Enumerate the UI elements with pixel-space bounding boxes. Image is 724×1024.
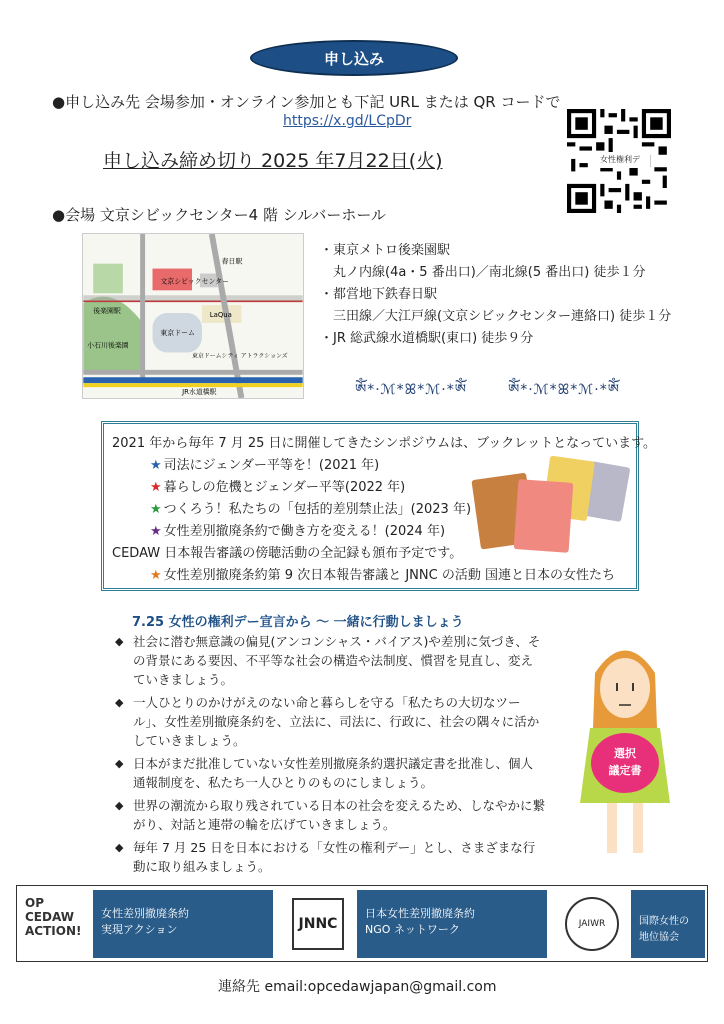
cedaw-record-line: CEDAW 日本報告審議の傍聴活動の全記録も頒布予定です。	[112, 546, 463, 561]
map-label-garden: 小石川後楽園	[87, 341, 129, 350]
org2-name: 日本女性差別撤廃条約 NGO ネットワーク	[357, 890, 547, 958]
booklet-item: ★ 女性差別撤廃条約で働き方を変える！(2024 年)	[150, 524, 446, 539]
application-line: ●申し込み先 会場参加・オンライン参加とも下記 URL または QR コードで	[52, 93, 561, 111]
application-deadline: 申し込み締め切り 2025 年7月22日(火)	[103, 150, 443, 172]
access-line: 丸ノ内線(4a・5 番出口)／南北線(5 番出口) 徒歩１分	[320, 265, 646, 280]
op-cedaw-logo: OP CEDAW ACTION!	[21, 890, 89, 958]
star-icon: ★	[150, 502, 162, 517]
booklet-item: ★ 司法にジェンダー平等を！(2021 年)	[150, 458, 380, 473]
map-label-dome: 東京ドーム	[160, 328, 195, 337]
sign-text: 議定書	[608, 764, 642, 777]
star-icon: ★	[150, 480, 162, 495]
ornament-divider: ༀ*·ℳ*ꕤ*ℳ·*ༀ	[508, 382, 620, 398]
map-label-korakuen: 後楽園駅	[93, 307, 121, 316]
application-url-link[interactable]: https://x.gd/LCpDr	[283, 113, 412, 129]
booklet-item: ★ 暮らしの危機とジェンダー平等(2022 年)	[150, 480, 406, 495]
map-label-attraction: 東京ドームシティ アトラクションズ	[192, 353, 288, 360]
diamond-icon: ◆	[115, 757, 124, 770]
diamond-icon: ◆	[115, 635, 124, 648]
diamond-icon: ◆	[115, 696, 124, 709]
org1-name: 女性差別撤廃条約 実現アクション	[93, 890, 273, 958]
qr-label: 女性権利デ	[590, 152, 650, 168]
footer-banner	[16, 885, 708, 962]
map-label-civic: 文京シビックセンター	[160, 277, 229, 286]
list-item: ◆ 一人ひとりのかけがえのない命と暮らしを守る「私たちの大切なツール」、女性差別撤廃条約を、立法に、司法に、行政に、社会の隅々に活かしていきましょう。	[115, 695, 540, 748]
access-line: ・東京メトロ後楽園駅	[320, 243, 451, 258]
org3-name: 国際女性の地位協会	[631, 890, 705, 958]
map-label-laqua: LaQua	[209, 310, 232, 319]
diamond-icon: ◆	[115, 841, 124, 854]
section-title-pill: 申し込み	[250, 40, 458, 76]
declaration-subtitle: 7.25 女性の権利デー宣言から ～ 一緒に行動しましょう	[132, 615, 464, 630]
booklets-image	[466, 456, 636, 556]
map-label-jr: JR水道橋駅	[182, 388, 217, 397]
list-item: ◆ 毎年 7 月 25 日を日本における「女性の権利デー」とし、さまざまな行動に取り組みましょう。	[115, 840, 536, 874]
contact-email[interactable]: 連絡先 email:opcedawjapan@gmail.com	[218, 979, 497, 995]
booklets-intro: 2021 年から毎年 7 月 25 日に開催してきたシンポジウムは、ブックレットとなっています。	[112, 436, 657, 451]
list-item: ◆ 日本がまだ批准していない女性差別撤廃条約選択議定書を批准し、個人通報制度を、私たち一人ひとりのものにしましょう。	[115, 756, 534, 790]
star-icon: ★	[150, 524, 162, 539]
jaiwr-logo: JAIWR	[557, 890, 627, 958]
access-line: 三田線／大江戸線(文京シビックセンター連絡口) 徒歩１分	[320, 309, 672, 324]
diamond-icon: ◆	[115, 799, 124, 812]
ornament-divider: ༀ*·ℳ*ꕤ*ℳ·*ༀ	[355, 382, 467, 398]
booklet-item: ★ つくろう！私たちの「包括的差別禁止法」(2023 年)	[150, 502, 472, 517]
booklets-box	[101, 421, 657, 591]
access-line: ・都営地下鉄春日駅	[320, 287, 438, 302]
booklet-item: ★ 女性差別撤廃条約第 9 次日本報告審議と JNNC の活動 国連と日本の女性たち	[150, 568, 615, 583]
list-item: ◆ 世界の潮流から取り残されている日本の社会を変えるため、しなやかに繋がり、対話と連帯の輪を広げていきましょう。	[115, 798, 546, 832]
map-label-kasuga: 春日駅	[221, 257, 243, 266]
access-line: ・JR 総武線水道橋駅(東口) 徒歩９分	[320, 331, 534, 346]
declaration-list	[115, 632, 545, 880]
star-icon: ★	[150, 568, 162, 583]
sign-text: 選択	[614, 747, 636, 760]
venue-map	[82, 233, 304, 399]
venue-line: ●会場 文京シビックセンター4 階 シルバーホール	[52, 206, 387, 224]
jnnc-logo: JNNC	[283, 890, 353, 958]
girl-holding-sign-illustration	[575, 633, 675, 858]
star-icon: ★	[150, 458, 162, 473]
list-item: ◆ 社会に潜む無意識の偏見(アンコンシャス・バイアス)や差別に気づき、その背景にある要因、不平等な社会の構造や法制度、慣習を見直し、変えていきましょう。	[115, 634, 541, 687]
